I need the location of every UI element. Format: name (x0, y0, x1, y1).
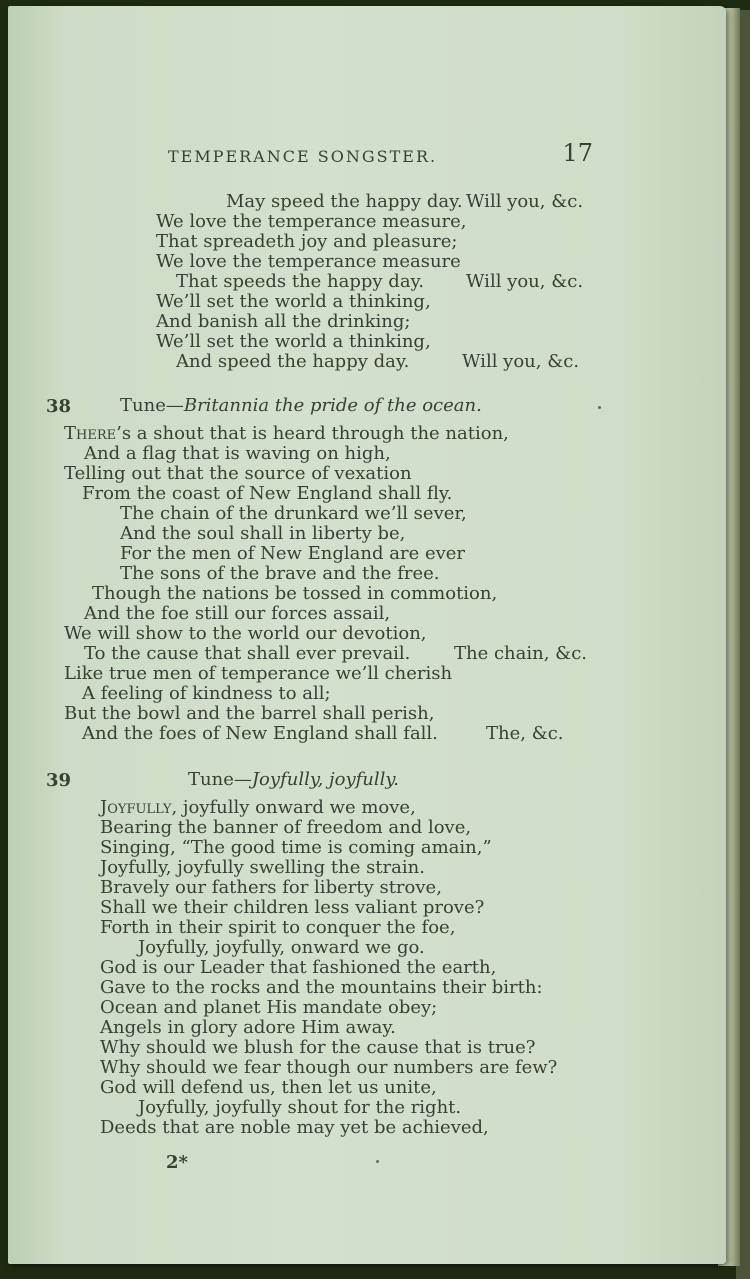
tune-line (120, 396, 482, 416)
song-number: 38 (46, 396, 72, 417)
verse-line: The sons of the brave and the free. (120, 563, 440, 584)
verse-line: Angels in glory adore Him away. (100, 1017, 396, 1038)
verse-line: For the men of New England are ever (120, 543, 466, 564)
running-title: TEMPERANCE SONGSTER. (168, 147, 438, 166)
verse-line: Singing, “The good time is coming amain,” (100, 837, 492, 858)
verse-line: Like true men of temperance we’ll cherish (64, 663, 453, 684)
verse-line: And the soul shall in liberty be, (120, 523, 406, 544)
tune-name: Britannia the pride of the ocean. (183, 395, 482, 416)
verse-line: Joyfully, joyfully swelling the strain. (100, 857, 425, 878)
verse-line: That spreadeth joy and pleasure; (156, 231, 458, 252)
tune-prefix: Tune— (188, 769, 252, 790)
verse-line: A feeling of kindness to all; (82, 683, 331, 704)
verse-line: Ocean and planet His mandate obey; (100, 997, 438, 1018)
verse-line: God is our Leader that fashioned the earth, (100, 957, 497, 978)
verse-line: From the coast of New England shall fly. (82, 483, 453, 504)
signature-mark: 2* (166, 1152, 188, 1173)
book-page (8, 6, 726, 1264)
verse-line: There’s a shout that is heard through the nation, (64, 423, 509, 444)
ink-speck (598, 406, 601, 409)
verse-line: Forth in their spirit to conquer the foe, (100, 917, 456, 938)
verse-line: And speed the happy day. (176, 351, 410, 372)
verse-line: That speeds the happy day. (176, 271, 425, 292)
verse-line: The chain of the drunkard we’ll sever, (120, 503, 467, 524)
verse-line: Telling out that the source of vexation (64, 463, 412, 484)
verse-line: And the foe still our forces assail, (84, 603, 391, 624)
page-number: 17 (562, 139, 593, 167)
tune-prefix: Tune— (120, 395, 184, 416)
verse-line: And the foes of New England shall fall. (82, 723, 438, 744)
verse-line: We will show to the world our devotion, (64, 623, 427, 644)
verse-line: Bravely our fathers for liberty strove, (100, 877, 442, 898)
refrain-cue: Will you, &c. (466, 191, 584, 212)
verse-line: God will defend us, then let us unite, (100, 1077, 437, 1098)
first-word: Joyfully (100, 797, 172, 818)
verse-line: And banish all the drinking; (156, 311, 411, 332)
verse-line: Why should we blush for the cause that is true? (100, 1037, 536, 1058)
verse-line: Joyfully, joyfully shout for the right. (138, 1097, 462, 1118)
song-number: 39 (46, 770, 72, 791)
verse-line: We’ll set the world a thinking, (156, 331, 431, 352)
verse-line: But the bowl and the barrel shall perish, (64, 703, 435, 724)
verse-line: Why should we fear though our numbers are few? (100, 1057, 558, 1078)
refrain-cue: Will you, &c. (466, 271, 584, 292)
verse-line: And a flag that is waving on high, (84, 443, 391, 464)
verse-line: We’ll set the world a thinking, (156, 291, 431, 312)
verse-line: We love the temperance measure, (156, 211, 467, 232)
refrain-cue: The, &c. (486, 723, 564, 744)
verse-line: Joyfully, joyfully, onward we go. (138, 937, 425, 958)
verse-line: Deeds that are noble may yet be achieved, (100, 1117, 489, 1138)
ink-speck (376, 1160, 379, 1163)
tune-line (188, 770, 399, 790)
verse-line: Bearing the banner of freedom and love, (100, 817, 472, 838)
refrain-cue: Will you, &c. (462, 351, 580, 372)
verse-line: To the cause that shall ever prevail. (84, 643, 411, 664)
verse-line: May speed the happy day. (226, 191, 463, 212)
first-word: There (64, 423, 117, 444)
verse-line: Shall we their children less valiant prove? (100, 897, 485, 918)
verse-line: Though the nations be tossed in commotion, (92, 583, 498, 604)
verse-line: We love the temperance measure (156, 251, 461, 272)
tune-name: Joyfully, joyfully. (251, 769, 399, 790)
refrain-cue: The chain, &c. (454, 643, 587, 664)
verse-line: Joyfully, joyfully onward we move, (100, 797, 416, 818)
verse-line: Gave to the rocks and the mountains their birth: (100, 977, 543, 998)
